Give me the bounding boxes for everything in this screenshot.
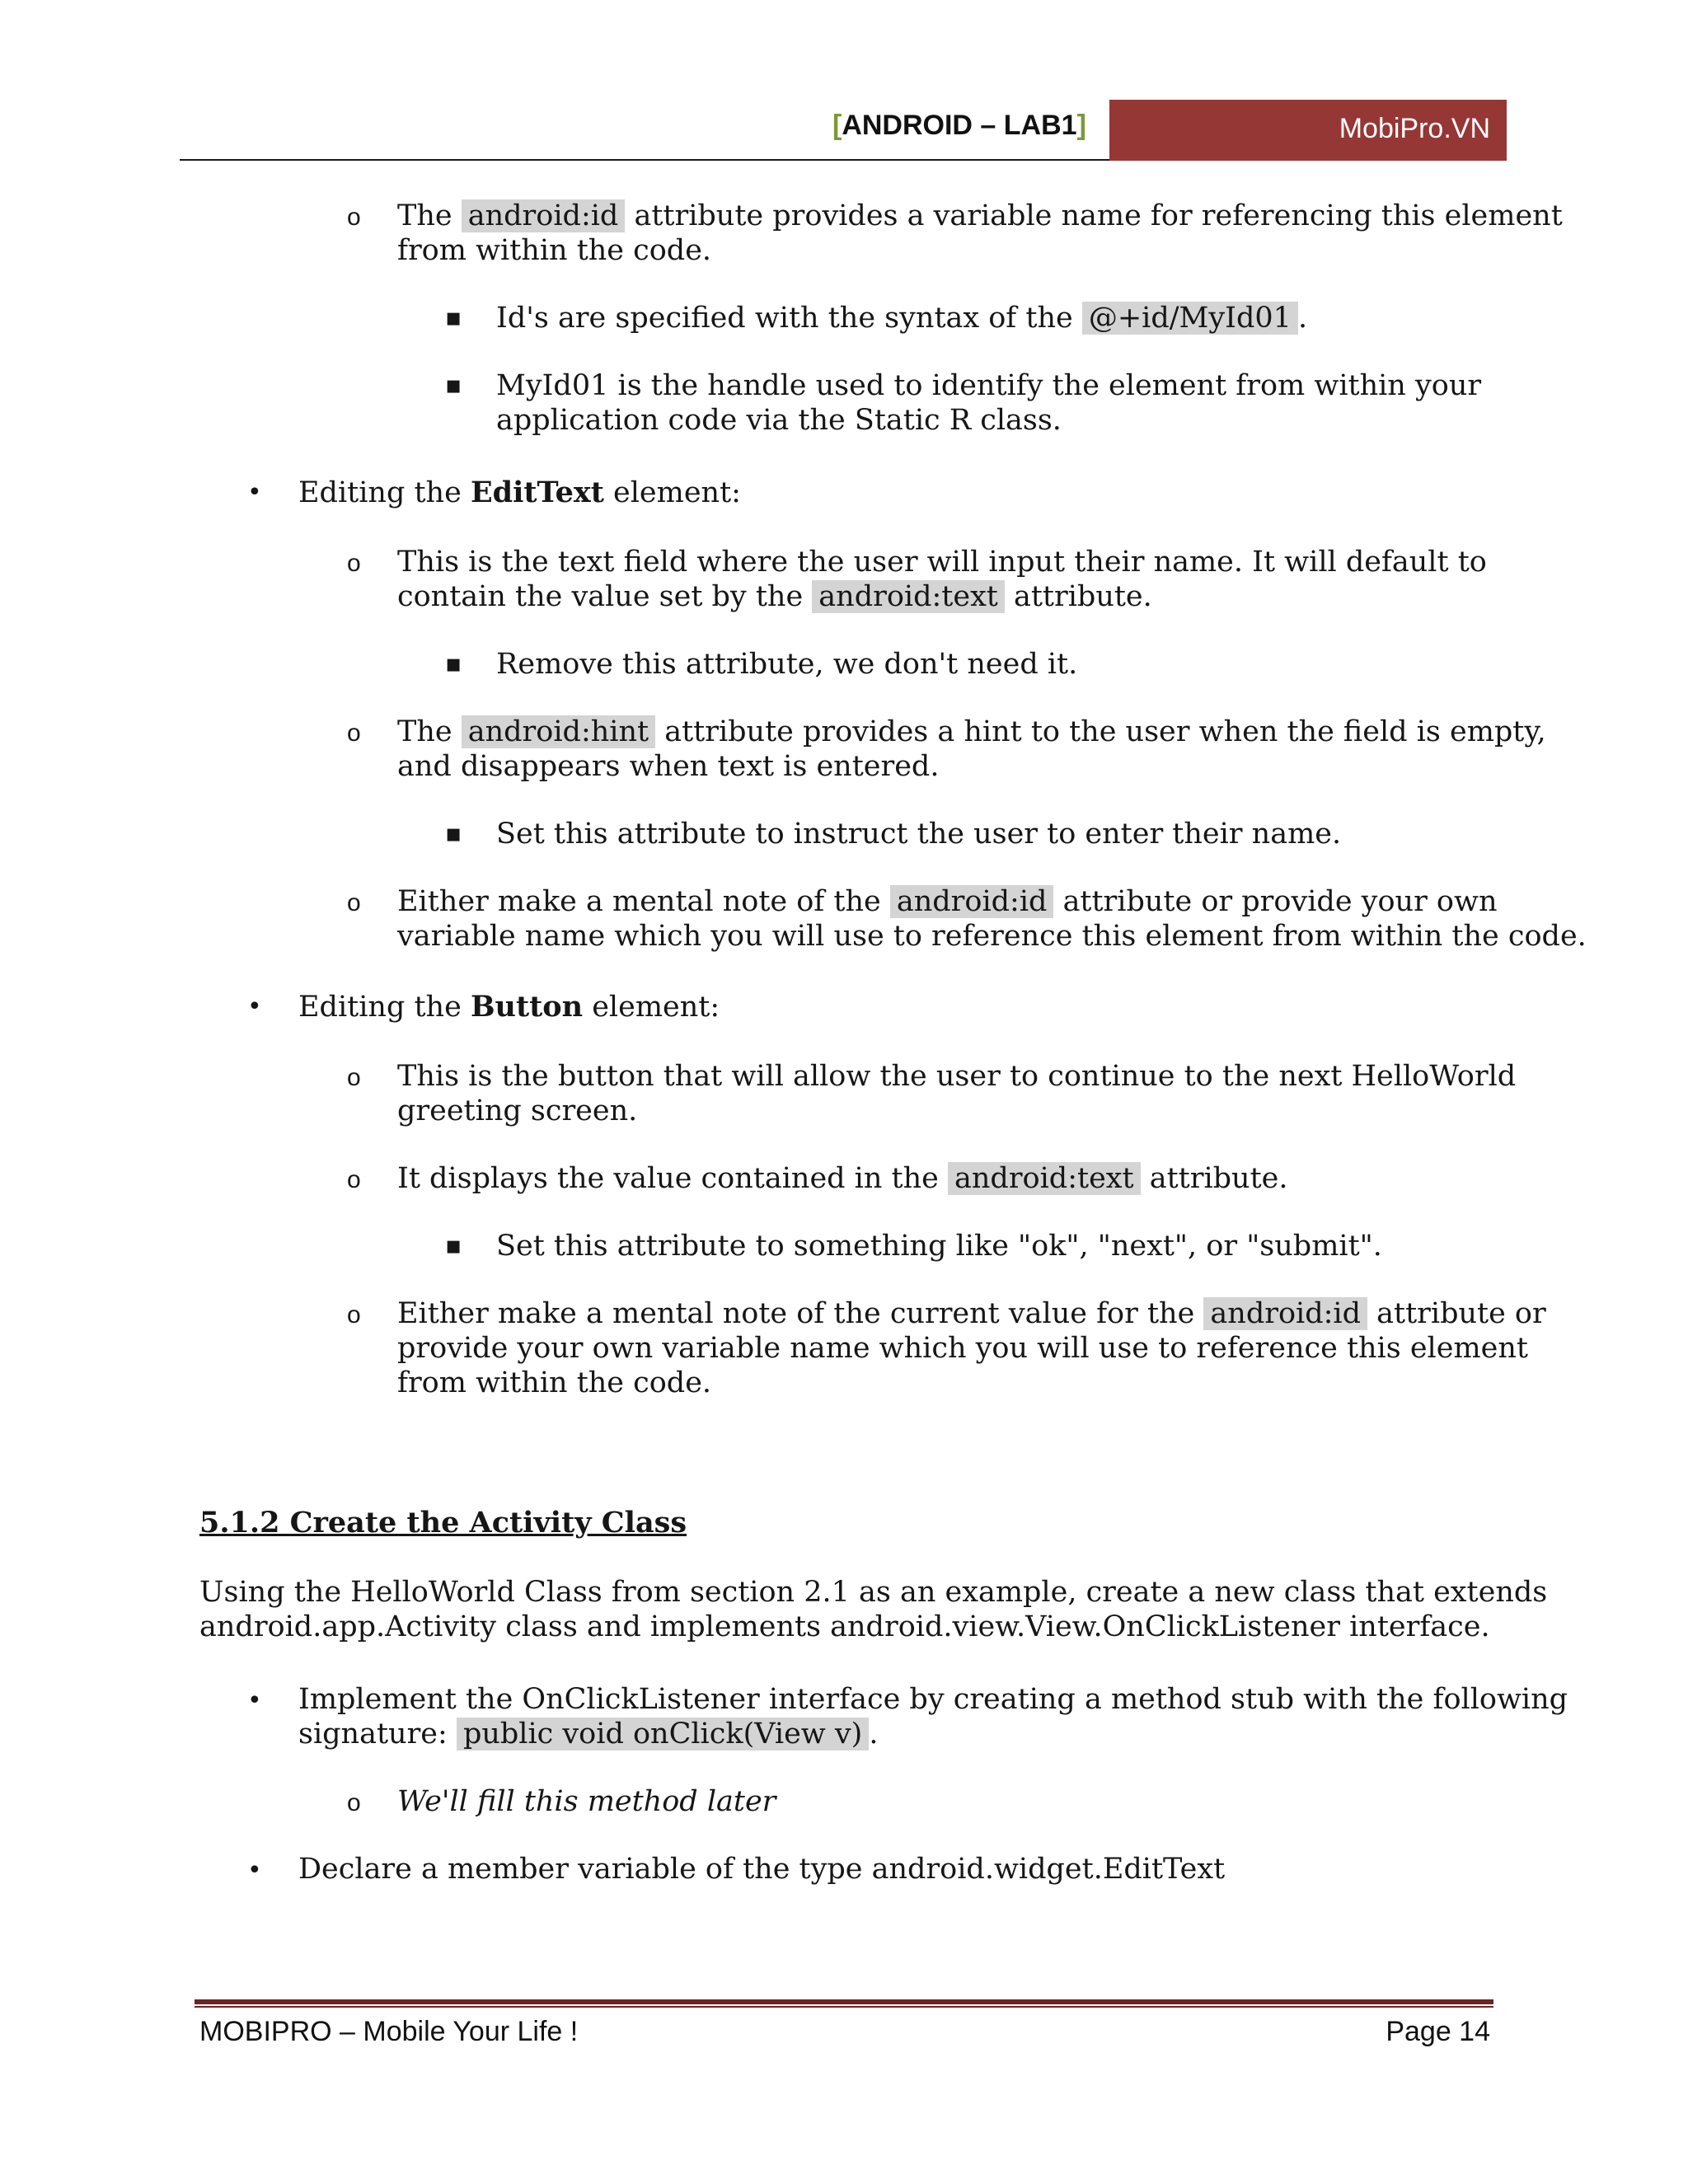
list-item: We'll fill this method later bbox=[397, 1785, 776, 1818]
list-item-continuation: application code via the Static R class. bbox=[496, 404, 1062, 437]
circle-bullet: o bbox=[347, 719, 361, 747]
circle-bullet: o bbox=[347, 1789, 361, 1816]
bracket-close: ] bbox=[1076, 110, 1086, 141]
code-highlight: android:id bbox=[462, 199, 626, 232]
code-highlight: public void onClick(View v) bbox=[457, 1718, 869, 1750]
square-bullet: ▪ bbox=[445, 1231, 462, 1260]
footer-left: MOBIPRO – Mobile Your Life ! bbox=[199, 2016, 579, 2047]
circle-bullet: o bbox=[347, 204, 361, 231]
disc-bullet: • bbox=[247, 1856, 262, 1885]
circle-bullet: o bbox=[347, 1166, 361, 1193]
list-item-continuation: signature: public void onClick(View v) . bbox=[298, 1718, 879, 1750]
circle-bullet: o bbox=[347, 1064, 361, 1091]
list-item: Either make a mental note of the current value for the android:id attribute or bbox=[397, 1297, 1546, 1330]
list-item: This is the button that will allow the user to continue to the next HelloWorld bbox=[397, 1060, 1517, 1093]
list-item-continuation: and disappears when text is entered. bbox=[397, 750, 940, 783]
list-item-continuation: variable name which you will use to reference this element from within the code. bbox=[397, 920, 1587, 953]
list-item-continuation: from within the code. bbox=[397, 1366, 712, 1399]
list-item: Declare a member variable of the type android.widget.EditText bbox=[298, 1853, 1226, 1886]
disc-bullet: • bbox=[247, 478, 262, 507]
square-bullet: ▪ bbox=[445, 303, 462, 332]
list-item-continuation: greeting screen. bbox=[397, 1094, 638, 1127]
code-highlight: android:id bbox=[1203, 1297, 1367, 1330]
disc-bullet: • bbox=[247, 1686, 262, 1715]
list-item: Remove this attribute, we don't need it. bbox=[496, 648, 1078, 681]
code-highlight: android:hint bbox=[462, 715, 655, 748]
header-brand-box bbox=[1109, 100, 1507, 161]
list-item: The android:id attribute provides a variable name for referencing this element bbox=[397, 199, 1563, 232]
code-highlight: android:text bbox=[948, 1162, 1141, 1195]
header-title-text: ANDROID – LAB1 bbox=[842, 110, 1077, 141]
paragraph-line: android.app.Activity class and implements android.view.View.OnClickListener interface. bbox=[199, 1610, 1490, 1643]
list-item: Id's are specified with the syntax of the @+id/MyId01 . bbox=[496, 302, 1308, 335]
list-item: Either make a mental note of the android:id attribute or provide your own bbox=[397, 885, 1498, 918]
header-title bbox=[832, 110, 1086, 142]
square-bullet: ▪ bbox=[445, 649, 462, 678]
list-item: The android:hint attribute provides a hint to the user when the field is empty, bbox=[397, 715, 1546, 748]
list-item: Implement the OnClickListener interface by creating a method stub with the following bbox=[298, 1683, 1568, 1716]
disc-bullet: • bbox=[247, 992, 262, 1021]
section-heading: 5.1.2 Create the Activity Class bbox=[199, 1506, 687, 1540]
code-highlight: android:text bbox=[812, 580, 1005, 613]
footer-rule bbox=[195, 1999, 1493, 2004]
list-item: Editing the Button element: bbox=[298, 990, 720, 1024]
paragraph-line: Using the HelloWorld Class from section 2.1 as an example, create a new class that extends bbox=[199, 1576, 1548, 1609]
footer-rule-thin bbox=[195, 2006, 1493, 2008]
list-item: This is the text field where the user will input their name. It will default to bbox=[397, 546, 1487, 579]
list-item-continuation: from within the code. bbox=[397, 234, 712, 267]
circle-bullet: o bbox=[347, 1301, 361, 1329]
header-rule bbox=[180, 159, 1109, 161]
code-highlight: @+id/MyId01 bbox=[1082, 302, 1298, 335]
code-highlight: android:id bbox=[890, 885, 1054, 918]
list-item: Editing the EditText element: bbox=[298, 476, 741, 509]
list-item: Set this attribute to instruct the user to enter their name. bbox=[496, 818, 1342, 851]
page-number: Page 14 bbox=[1386, 2016, 1490, 2047]
list-item-continuation: provide your own variable name which you will use to reference this element bbox=[397, 1332, 1528, 1365]
bracket-open: [ bbox=[832, 110, 842, 141]
square-bullet: ▪ bbox=[445, 819, 462, 848]
list-item: Set this attribute to something like "ok", "next", or "submit". bbox=[496, 1230, 1382, 1263]
circle-bullet: o bbox=[347, 550, 361, 577]
list-item-continuation: contain the value set by the android:text attribute. bbox=[397, 580, 1152, 613]
list-item: It displays the value contained in the android:text attribute. bbox=[397, 1162, 1288, 1195]
header-site-name: MobiPro.VN bbox=[1339, 113, 1490, 144]
square-bullet: ▪ bbox=[445, 371, 462, 400]
circle-bullet: o bbox=[347, 889, 361, 916]
list-item: MyId01 is the handle used to identify the element from within your bbox=[496, 369, 1482, 402]
